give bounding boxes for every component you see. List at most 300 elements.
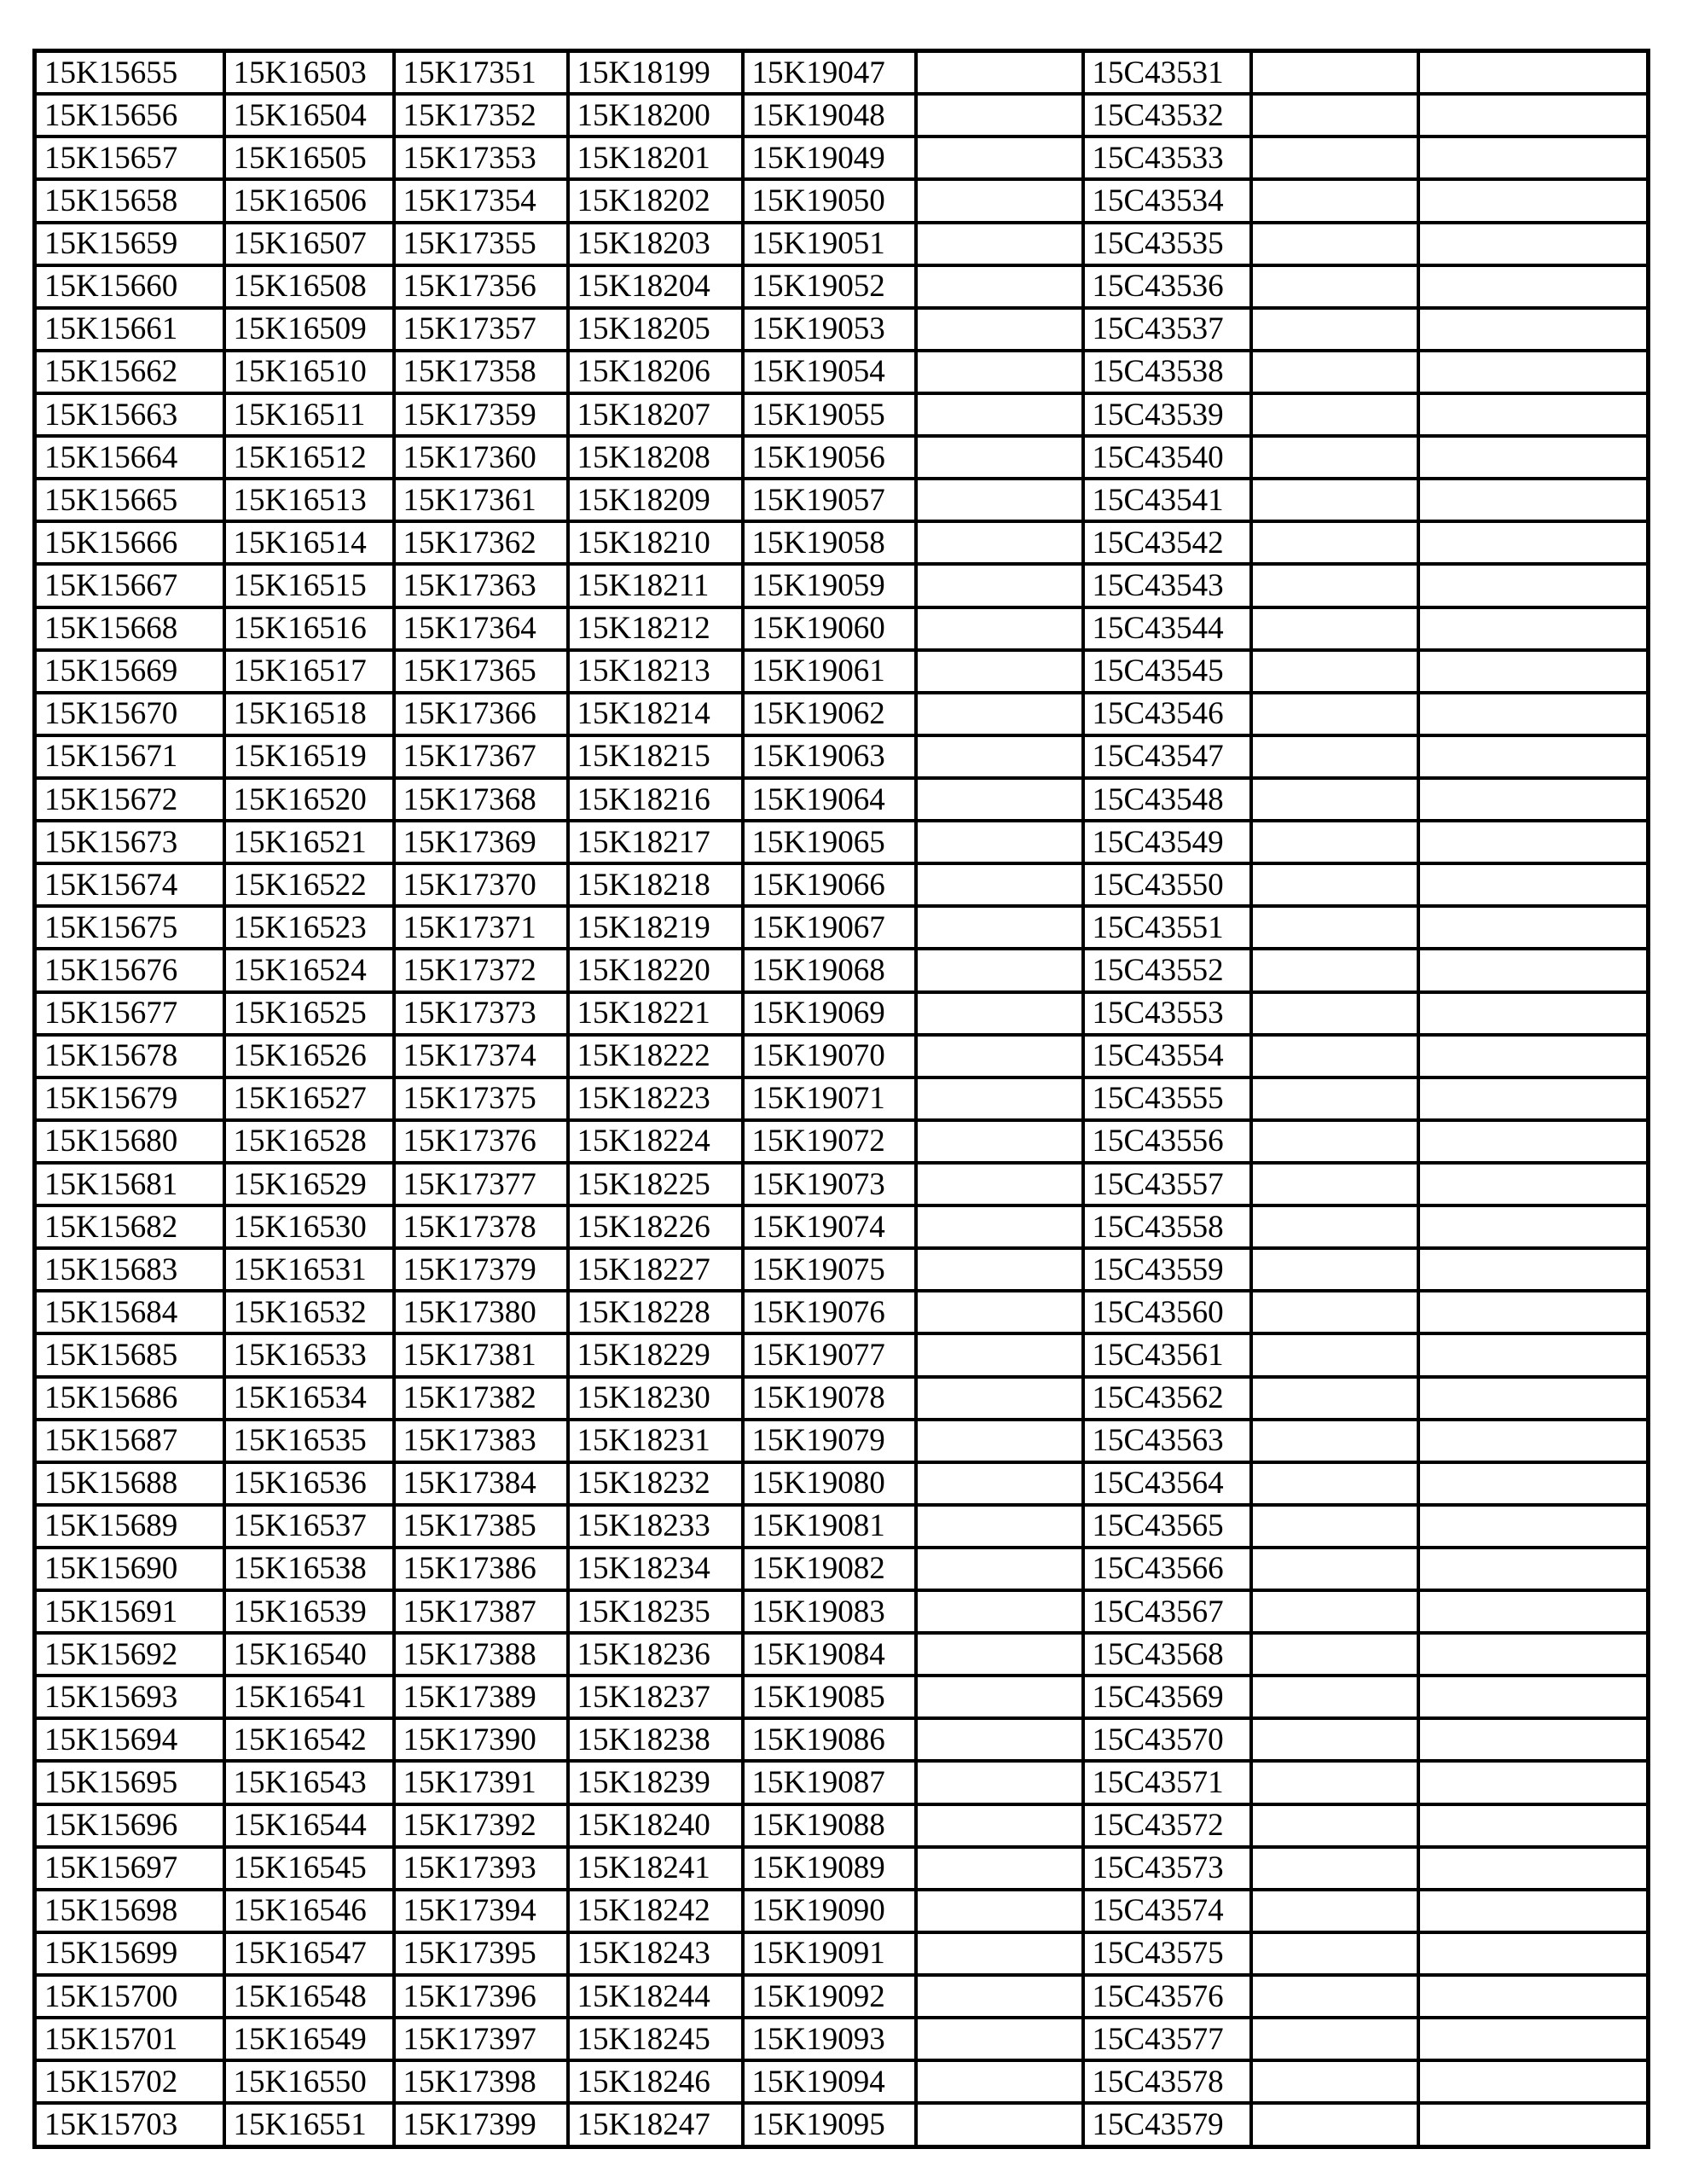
serial-number-cell: 15K17352 [394, 94, 568, 136]
empty-cell [1251, 1804, 1418, 1847]
empty-cell [1418, 863, 1649, 906]
serial-number-cell: 15K15692 [35, 1633, 224, 1676]
empty-cell [1418, 1975, 1649, 2018]
serial-number-cell: 15K18236 [568, 1633, 743, 1676]
table-row [35, 94, 1649, 136]
empty-cell [916, 1847, 1083, 1890]
serial-number-cell: 15K19080 [743, 1462, 916, 1505]
serial-number-cell: 15K16548 [224, 1975, 394, 2018]
empty-cell [1251, 1975, 1418, 2018]
table-row [35, 1377, 1649, 1420]
serial-number-cell: 15K17393 [394, 1847, 568, 1890]
serial-number-cell: 15K18242 [568, 1890, 743, 1932]
serial-number-cell: 15K19073 [743, 1163, 916, 1205]
table-row [35, 1633, 1649, 1676]
table-row [35, 949, 1649, 991]
serial-number-cell: 15K16508 [224, 265, 394, 308]
serial-number-cell: 15K15685 [35, 1333, 224, 1376]
empty-cell [916, 778, 1083, 821]
empty-cell [916, 136, 1083, 179]
serial-number-cell: 15K17369 [394, 821, 568, 863]
empty-cell [1418, 351, 1649, 393]
empty-cell [916, 1548, 1083, 1590]
serial-number-cell: 15K15681 [35, 1163, 224, 1205]
serial-number-cell: 15C43546 [1083, 693, 1251, 735]
serial-number-cell: 15K16541 [224, 1676, 394, 1718]
empty-cell [916, 1761, 1083, 1804]
serial-number-cell: 15K18215 [568, 735, 743, 778]
empty-cell [916, 179, 1083, 222]
serial-number-cell: 15K19057 [743, 479, 916, 521]
empty-cell [1251, 1462, 1418, 1505]
empty-cell [1251, 1333, 1418, 1376]
serial-number-cell: 15K15703 [35, 2103, 224, 2146]
serial-number-cell: 15K15674 [35, 863, 224, 906]
table-row [35, 179, 1649, 222]
serial-number-cell: 15K18233 [568, 1505, 743, 1548]
serial-number-cell: 15K17380 [394, 1291, 568, 1333]
serial-number-cell: 15C43572 [1083, 1804, 1251, 1847]
serial-number-cell: 15K19064 [743, 778, 916, 821]
serial-number-cell: 15K15684 [35, 1291, 224, 1333]
serial-number-cell: 15K18201 [568, 136, 743, 179]
serial-number-cell: 15K19060 [743, 607, 916, 650]
empty-cell [1418, 479, 1649, 521]
serial-number-table-body [35, 51, 1649, 2147]
table-row [35, 1248, 1649, 1291]
empty-cell [916, 1676, 1083, 1718]
serial-number-cell: 15K19079 [743, 1420, 916, 1462]
serial-number-cell: 15K15679 [35, 1077, 224, 1120]
table-row [35, 351, 1649, 393]
serial-number-cell: 15K15690 [35, 1548, 224, 1590]
serial-number-cell: 15K16546 [224, 1890, 394, 1932]
serial-number-cell: 15K17366 [394, 693, 568, 735]
empty-cell [1418, 1120, 1649, 1163]
serial-number-cell: 15K18235 [568, 1590, 743, 1633]
table-row [35, 1077, 1649, 1120]
serial-number-cell: 15K18228 [568, 1291, 743, 1333]
empty-cell [916, 436, 1083, 479]
empty-cell [1418, 1377, 1649, 1420]
empty-cell [916, 265, 1083, 308]
table-row [35, 1035, 1649, 1077]
serial-number-cell: 15C43548 [1083, 778, 1251, 821]
serial-number-cell: 15K19075 [743, 1248, 916, 1291]
serial-number-cell: 15K19091 [743, 1932, 916, 1975]
empty-cell [1251, 992, 1418, 1035]
table-row [35, 2060, 1649, 2103]
serial-number-cell: 15K19063 [743, 735, 916, 778]
table-row [35, 693, 1649, 735]
table-row [35, 906, 1649, 949]
serial-number-cell: 15K18231 [568, 1420, 743, 1462]
serial-number-cell: 15K19048 [743, 94, 916, 136]
serial-number-cell: 15K16547 [224, 1932, 394, 1975]
serial-number-cell: 15K15677 [35, 992, 224, 1035]
serial-number-cell: 15K19047 [743, 51, 916, 95]
serial-number-cell: 15K17396 [394, 1975, 568, 2018]
empty-cell [1251, 265, 1418, 308]
serial-number-cell: 15K17382 [394, 1377, 568, 1420]
empty-cell [916, 351, 1083, 393]
serial-number-cell: 15K17364 [394, 607, 568, 650]
serial-number-cell: 15K15693 [35, 1676, 224, 1718]
serial-number-cell: 15K15701 [35, 2018, 224, 2060]
serial-number-cell: 15C43566 [1083, 1548, 1251, 1590]
serial-number-cell: 15K18205 [568, 308, 743, 351]
serial-number-cell: 15K18214 [568, 693, 743, 735]
empty-cell [1251, 393, 1418, 436]
serial-number-cell: 15K15691 [35, 1590, 224, 1633]
empty-cell [1251, 863, 1418, 906]
empty-cell [916, 223, 1083, 265]
empty-cell [916, 1462, 1083, 1505]
empty-cell [916, 650, 1083, 693]
empty-cell [1251, 1932, 1418, 1975]
empty-cell [916, 1120, 1083, 1163]
serial-number-cell: 15C43534 [1083, 179, 1251, 222]
serial-number-cell: 15C43553 [1083, 992, 1251, 1035]
serial-number-cell: 15K18217 [568, 821, 743, 863]
empty-cell [1251, 51, 1418, 95]
serial-number-cell: 15K19095 [743, 2103, 916, 2146]
serial-number-cell: 15K19065 [743, 821, 916, 863]
empty-cell [916, 906, 1083, 949]
serial-number-cell: 15K16512 [224, 436, 394, 479]
serial-number-cell: 15K15678 [35, 1035, 224, 1077]
serial-number-cell: 15K15669 [35, 650, 224, 693]
empty-cell [916, 1291, 1083, 1333]
empty-cell [916, 607, 1083, 650]
serial-number-cell: 15K16523 [224, 906, 394, 949]
table-row [35, 393, 1649, 436]
table-row [35, 1548, 1649, 1590]
serial-number-cell: 15K18199 [568, 51, 743, 95]
serial-number-cell: 15K16533 [224, 1333, 394, 1376]
serial-number-cell: 15K16545 [224, 1847, 394, 1890]
table-row [35, 564, 1649, 607]
serial-number-cell: 15K17387 [394, 1590, 568, 1633]
empty-cell [1251, 1248, 1418, 1291]
empty-cell [1251, 564, 1418, 607]
serial-number-cell: 15C43565 [1083, 1505, 1251, 1548]
table-row [35, 1291, 1649, 1333]
empty-cell [916, 1163, 1083, 1205]
empty-cell [1418, 1077, 1649, 1120]
serial-number-cell: 15K17356 [394, 265, 568, 308]
empty-cell [1418, 1420, 1649, 1462]
serial-number-cell: 15K16522 [224, 863, 394, 906]
empty-cell [1251, 949, 1418, 991]
serial-number-cell: 15K17357 [394, 308, 568, 351]
serial-number-cell: 15K15694 [35, 1718, 224, 1761]
serial-number-cell: 15K17374 [394, 1035, 568, 1077]
serial-number-cell: 15K19056 [743, 436, 916, 479]
serial-number-cell: 15C43561 [1083, 1333, 1251, 1376]
empty-cell [1251, 1163, 1418, 1205]
serial-number-cell: 15C43555 [1083, 1077, 1251, 1120]
serial-number-cell: 15K18218 [568, 863, 743, 906]
empty-cell [916, 863, 1083, 906]
serial-number-cell: 15K16517 [224, 650, 394, 693]
serial-number-cell: 15K15700 [35, 1975, 224, 2018]
serial-number-cell: 15K19089 [743, 1847, 916, 1890]
empty-cell [1418, 1333, 1649, 1376]
empty-cell [1251, 693, 1418, 735]
serial-number-cell: 15K18239 [568, 1761, 743, 1804]
serial-number-cell: 15C43578 [1083, 2060, 1251, 2103]
empty-cell [1251, 1590, 1418, 1633]
table-row [35, 1718, 1649, 1761]
serial-number-cell: 15K15702 [35, 2060, 224, 2103]
table-row [35, 1761, 1649, 1804]
serial-number-cell: 15K15666 [35, 521, 224, 564]
serial-number-cell: 15K17362 [394, 521, 568, 564]
serial-number-cell: 15K18221 [568, 992, 743, 1035]
empty-cell [916, 1804, 1083, 1847]
empty-cell [1251, 479, 1418, 521]
serial-number-cell: 15C43575 [1083, 1932, 1251, 1975]
serial-number-cell: 15K18216 [568, 778, 743, 821]
serial-number-cell: 15K19078 [743, 1377, 916, 1420]
serial-number-cell: 15K15671 [35, 735, 224, 778]
serial-number-cell: 15K16534 [224, 1377, 394, 1420]
empty-cell [1251, 650, 1418, 693]
empty-cell [1418, 1633, 1649, 1676]
empty-cell [916, 1718, 1083, 1761]
empty-cell [916, 1377, 1083, 1420]
empty-cell [1418, 179, 1649, 222]
table-row [35, 1163, 1649, 1205]
serial-number-cell: 15K18204 [568, 265, 743, 308]
serial-number-cell: 15C43542 [1083, 521, 1251, 564]
serial-number-cell: 15K18245 [568, 2018, 743, 2060]
empty-cell [1251, 906, 1418, 949]
serial-number-cell: 15K17385 [394, 1505, 568, 1548]
serial-number-cell: 15K17353 [394, 136, 568, 179]
empty-cell [1418, 436, 1649, 479]
serial-number-cell: 15K18211 [568, 564, 743, 607]
empty-cell [916, 308, 1083, 351]
serial-number-cell: 15K16539 [224, 1590, 394, 1633]
serial-number-cell: 15C43576 [1083, 1975, 1251, 2018]
empty-cell [1418, 650, 1649, 693]
serial-number-cell: 15K15676 [35, 949, 224, 991]
serial-number-cell: 15K16520 [224, 778, 394, 821]
serial-number-cell: 15K18240 [568, 1804, 743, 1847]
serial-number-cell: 15C43574 [1083, 1890, 1251, 1932]
table-row [35, 136, 1649, 179]
empty-cell [1251, 1761, 1418, 1804]
empty-cell [1418, 1548, 1649, 1590]
empty-cell [1251, 1847, 1418, 1890]
serial-number-cell: 15K19076 [743, 1291, 916, 1333]
serial-number-cell: 15K18230 [568, 1377, 743, 1420]
empty-cell [1418, 1590, 1649, 1633]
serial-number-cell: 15K17351 [394, 51, 568, 95]
empty-cell [1418, 778, 1649, 821]
serial-number-cell: 15K18206 [568, 351, 743, 393]
empty-cell [1251, 1633, 1418, 1676]
table-row [35, 778, 1649, 821]
serial-number-cell: 15K15661 [35, 308, 224, 351]
empty-cell [1251, 1377, 1418, 1420]
serial-number-cell: 15K18238 [568, 1718, 743, 1761]
empty-cell [1418, 1163, 1649, 1205]
serial-number-cell: 15K17392 [394, 1804, 568, 1847]
empty-cell [1251, 1120, 1418, 1163]
serial-number-cell: 15K19077 [743, 1333, 916, 1376]
serial-number-cell: 15K18220 [568, 949, 743, 991]
table-row [35, 51, 1649, 95]
table-row [35, 1205, 1649, 1248]
serial-number-cell: 15C43577 [1083, 2018, 1251, 2060]
serial-number-cell: 15C43549 [1083, 821, 1251, 863]
serial-number-cell: 15K18200 [568, 94, 743, 136]
table-row [35, 1462, 1649, 1505]
table-row [35, 436, 1649, 479]
serial-number-cell: 15K15695 [35, 1761, 224, 1804]
serial-number-cell: 15K17399 [394, 2103, 568, 2146]
empty-cell [916, 2103, 1083, 2146]
serial-number-cell: 15K19074 [743, 1205, 916, 1248]
empty-cell [1251, 521, 1418, 564]
empty-cell [1418, 94, 1649, 136]
serial-number-cell: 15K15689 [35, 1505, 224, 1548]
serial-number-cell: 15K16535 [224, 1420, 394, 1462]
serial-number-cell: 15K18227 [568, 1248, 743, 1291]
serial-number-cell: 15K17375 [394, 1077, 568, 1120]
serial-number-cell: 15K17384 [394, 1462, 568, 1505]
serial-number-cell: 15K17381 [394, 1333, 568, 1376]
empty-cell [1418, 1248, 1649, 1291]
empty-cell [916, 1590, 1083, 1633]
serial-number-cell: 15K16507 [224, 223, 394, 265]
empty-cell [1251, 1676, 1418, 1718]
empty-cell [1418, 51, 1649, 95]
serial-number-table [32, 49, 1650, 2149]
serial-number-cell: 15K17395 [394, 1932, 568, 1975]
empty-cell [1418, 265, 1649, 308]
empty-cell [1251, 2103, 1418, 2146]
serial-number-cell: 15C43556 [1083, 1120, 1251, 1163]
serial-number-cell: 15K15682 [35, 1205, 224, 1248]
empty-cell [916, 2060, 1083, 2103]
serial-number-cell: 15K18213 [568, 650, 743, 693]
serial-number-cell: 15K17358 [394, 351, 568, 393]
serial-number-cell: 15K18224 [568, 1120, 743, 1163]
serial-number-cell: 15C43557 [1083, 1163, 1251, 1205]
serial-number-cell: 15C43579 [1083, 2103, 1251, 2146]
empty-cell [916, 1035, 1083, 1077]
serial-number-cell: 15K19062 [743, 693, 916, 735]
serial-number-cell: 15K19049 [743, 136, 916, 179]
serial-number-cell: 15K18207 [568, 393, 743, 436]
serial-number-cell: 15C43552 [1083, 949, 1251, 991]
serial-number-cell: 15K19053 [743, 308, 916, 351]
serial-number-cell: 15C43570 [1083, 1718, 1251, 1761]
empty-cell [1418, 693, 1649, 735]
empty-cell [1251, 1205, 1418, 1248]
empty-cell [1418, 308, 1649, 351]
serial-number-cell: 15K17383 [394, 1420, 568, 1462]
empty-cell [1418, 821, 1649, 863]
empty-cell [916, 1932, 1083, 1975]
serial-number-cell: 15K16516 [224, 607, 394, 650]
serial-number-cell: 15C43535 [1083, 223, 1251, 265]
empty-cell [916, 1333, 1083, 1376]
serial-number-cell: 15C43536 [1083, 265, 1251, 308]
serial-number-cell: 15K19090 [743, 1890, 916, 1932]
table-row [35, 863, 1649, 906]
serial-number-cell: 15K18244 [568, 1975, 743, 2018]
serial-number-cell: 15K16506 [224, 179, 394, 222]
empty-cell [916, 992, 1083, 1035]
serial-number-cell: 15K18243 [568, 1932, 743, 1975]
empty-cell [916, 1420, 1083, 1462]
serial-number-cell: 15C43551 [1083, 906, 1251, 949]
empty-cell [916, 51, 1083, 95]
serial-number-cell: 15K15655 [35, 51, 224, 95]
serial-number-cell: 15K19052 [743, 265, 916, 308]
serial-number-cell: 15K18247 [568, 2103, 743, 2146]
serial-number-cell: 15K17361 [394, 479, 568, 521]
serial-number-cell: 15K17370 [394, 863, 568, 906]
empty-cell [1418, 1676, 1649, 1718]
serial-number-cell: 15C43573 [1083, 1847, 1251, 1890]
table-row [35, 2018, 1649, 2060]
empty-cell [916, 1633, 1083, 1676]
serial-number-cell: 15K15659 [35, 223, 224, 265]
serial-number-cell: 15K15683 [35, 1248, 224, 1291]
serial-number-cell: 15K17389 [394, 1676, 568, 1718]
serial-number-cell: 15C43571 [1083, 1761, 1251, 1804]
empty-cell [1418, 1462, 1649, 1505]
table-row [35, 1590, 1649, 1633]
serial-number-cell: 15K17359 [394, 393, 568, 436]
serial-number-cell: 15K18210 [568, 521, 743, 564]
empty-cell [1418, 1205, 1649, 1248]
serial-number-cell: 15K15680 [35, 1120, 224, 1163]
serial-number-cell: 15K17377 [394, 1163, 568, 1205]
table-row [35, 1120, 1649, 1163]
serial-number-cell: 15K16509 [224, 308, 394, 351]
empty-cell [1418, 2103, 1649, 2146]
empty-cell [1251, 308, 1418, 351]
serial-number-cell: 15K17354 [394, 179, 568, 222]
serial-number-cell: 15K19066 [743, 863, 916, 906]
empty-cell [1251, 1890, 1418, 1932]
serial-number-cell: 15K15667 [35, 564, 224, 607]
serial-number-cell: 15K16549 [224, 2018, 394, 2060]
empty-cell [1251, 94, 1418, 136]
empty-cell [916, 735, 1083, 778]
table-row [35, 1804, 1649, 1847]
table-row [35, 2103, 1649, 2146]
empty-cell [1418, 1505, 1649, 1548]
serial-number-cell: 15K18209 [568, 479, 743, 521]
empty-cell [916, 949, 1083, 991]
serial-number-cell: 15K19094 [743, 2060, 916, 2103]
serial-number-cell: 15K19088 [743, 1804, 916, 1847]
serial-number-cell: 15K16551 [224, 2103, 394, 2146]
serial-number-cell: 15K16528 [224, 1120, 394, 1163]
serial-number-cell: 15K17388 [394, 1633, 568, 1676]
serial-number-cell: 15K18202 [568, 179, 743, 222]
serial-number-cell: 15K17391 [394, 1761, 568, 1804]
serial-number-cell: 15K16514 [224, 521, 394, 564]
